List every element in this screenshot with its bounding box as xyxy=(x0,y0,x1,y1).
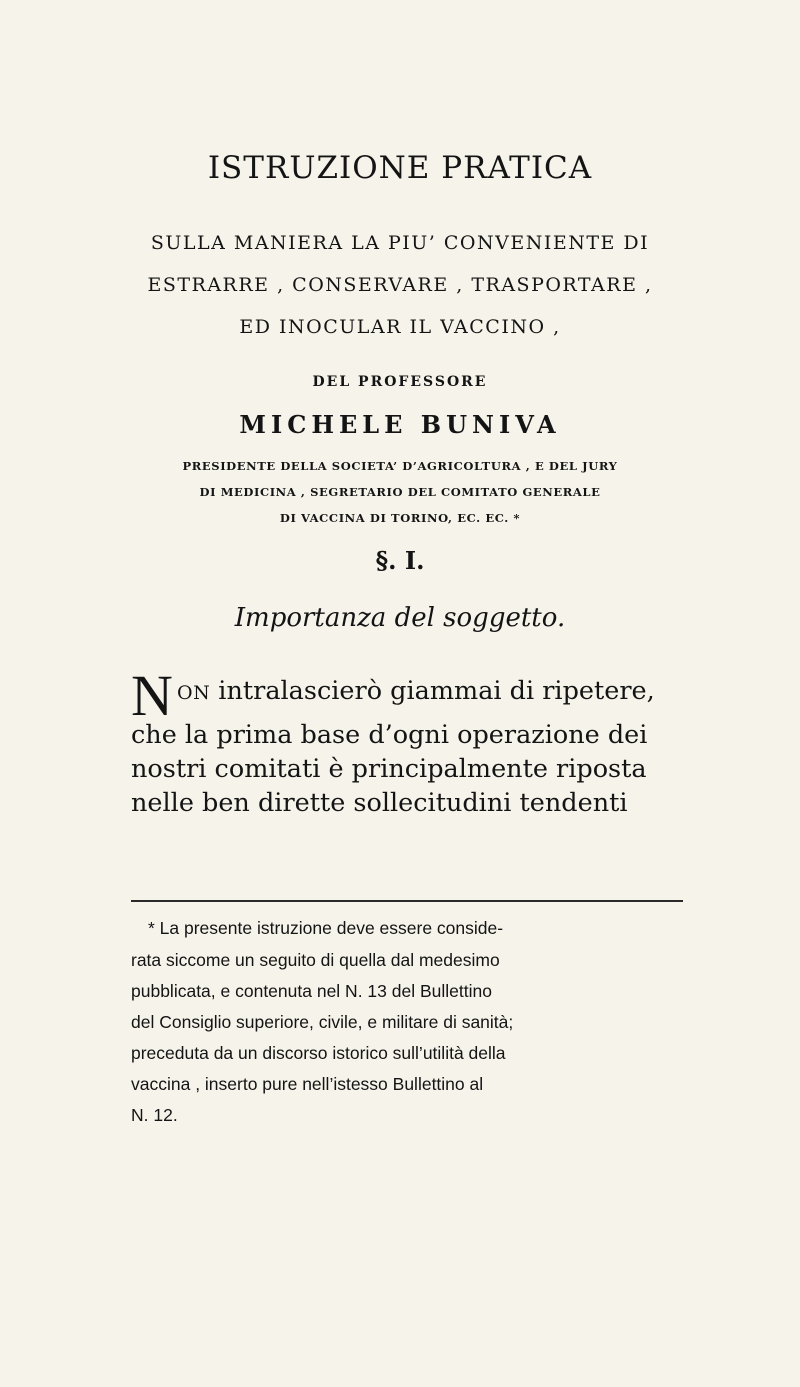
body-line-4: nelle ben dirette sollecitudini tendenti xyxy=(131,788,628,818)
footnote-line-2: rata siccome un seguito di quella dal medesimo xyxy=(131,950,500,970)
section-number: §. I. xyxy=(375,546,425,575)
affiliation-line-1: PRESIDENTE DELLA SOCIETA’ D’AGRICOLTURA , E DEL JURY xyxy=(182,459,618,473)
footnote-line-5: preceduta da un discorso istorico sull’utilità della xyxy=(131,1043,506,1063)
footnote-line-1: * La presente istruzione deve essere conside- xyxy=(148,918,504,938)
byline: DEL PROFESSORE xyxy=(312,374,488,390)
subtitle-line-3: ED INOCULAR IL VACCINO , xyxy=(239,316,561,338)
subtitle-line-2: ESTRARRE , CONSERVARE , TRASPORTARE , xyxy=(147,274,653,296)
body-line-1-smallcap: ON xyxy=(177,682,211,704)
body-line-3: nostri comitati è principalmente riposta xyxy=(131,754,647,784)
affiliation-line-2: DI MEDICINA , SEGRETARIO DEL COMITATO GENERALE xyxy=(199,485,601,499)
body-line-1 xyxy=(177,676,655,706)
subtitle-line-1: SULLA MANIERA LA PIU’ CONVENIENTE DI xyxy=(150,232,650,254)
drop-cap: N xyxy=(131,663,173,728)
footnote-line-6: vaccina , inserto pure nell’istesso Bullettino al xyxy=(131,1074,484,1094)
section-heading: Importanza del soggetto. xyxy=(234,603,566,633)
page-title: ISTRUZIONE PRATICA xyxy=(207,150,593,186)
body-line-1-text: intralascierò giammai di ripetere, xyxy=(210,676,655,706)
affiliation-line-3: DI VACCINA DI TORINO, EC. EC. * xyxy=(279,511,521,525)
footnote-line-4: del Consiglio superiore, civile, e militare di sanità; xyxy=(131,1012,514,1032)
footnote-line-7: N. 12. xyxy=(131,1105,178,1125)
body-line-2: che la prima base d’ogni operazione dei xyxy=(131,720,648,750)
author-name: MICHELE BUNIVA xyxy=(239,410,561,439)
footnote-divider xyxy=(131,900,683,902)
footnote-line-3: pubblicata, e contenuta nel N. 13 del Bullettino xyxy=(131,981,492,1001)
